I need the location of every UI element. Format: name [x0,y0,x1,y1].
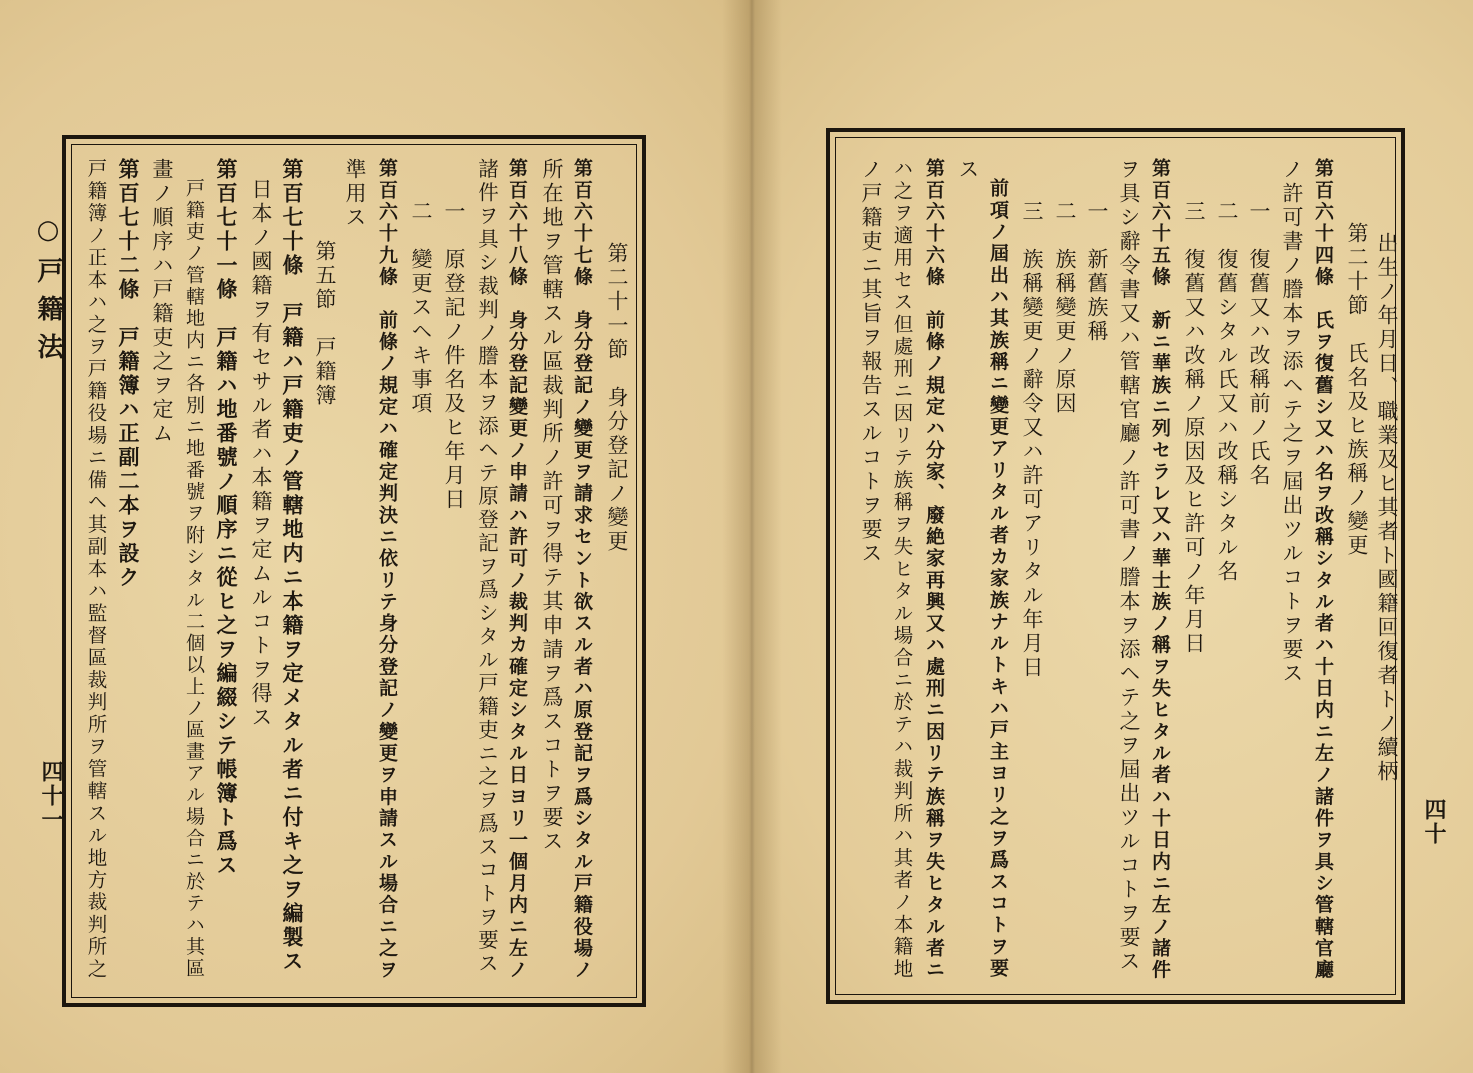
right-col-13: 前項ノ屆出ハ其族稱ニ變更アリタル者カ家族ナルトキハ戸主ヨリ之ヲ爲スコトヲ要 [987,178,1009,980]
running-title: ○戸籍法 [33,215,63,371]
right-col-10-item-1: 一 新舊族稱 [1085,200,1109,344]
left-col-11-article-170: 第百七十條 戸籍ハ戸籍吏ノ管轄地内ニ本籍ヲ定メタル者ニ付キ之ヲ編製ス [280,158,305,974]
right-col-5-item-1: 一 復舊又ハ改稱前ノ氏名 [1247,200,1271,488]
left-page-number: 四十一 [38,760,64,832]
left-col-2-article-167: 第百六十七條 身分登記ノ變更ヲ請求セント欲スル者ハ原登記ヲ爲シタル戸籍役場ノ [571,158,593,982]
right-col-1: 出生ノ年月日、職業及ヒ其者ト國籍回復者トノ續柄 [1375,232,1399,784]
left-col-15: 畫ノ順序ハ戸籍吏之ヲ定ム [150,158,174,446]
left-col-14: 戸籍吏ノ管轄地内ニ各別ニ地番號ヲ附シタル二個以上ノ區畫アル場合ニ於テハ其區 [183,178,205,980]
left-col-10-chapter-heading: 第五節 戸籍簿 [313,240,337,408]
right-col-16: ハ之ヲ適用セス但處刑ニ因リテ族稱ヲ失ヒタル場合ニ於テハ裁判所ハ其者ノ本籍地 [890,158,914,981]
left-col-4-article-168: 第百六十八條 身分登記變更ノ申請ハ許可ノ裁判カ確定シタル日ヨリ一個月内ニ左ノ [506,158,528,982]
right-col-15-article-166: 第百六十六條 前條ノ規定ハ分家、廢絶家再興又ハ處刑ニ因リテ族稱ヲ失ヒタル者ニ [923,158,945,982]
right-col-7-item-3: 三 復舊又ハ改稱ノ原因及ヒ許可ノ年月日 [1182,200,1206,656]
right-col-11-item-2: 二 族稱變更ノ原因 [1053,200,1077,416]
left-col-16-article-172: 第百七十二條 戸籍簿ハ正副二本ヲ設ク [116,158,141,590]
left-col-12: 日本ノ國籍ヲ有セサル者ハ本籍ヲ定ムルコトヲ得ス [249,178,273,730]
book-gutter [722,0,782,1073]
left-col-8-article-169: 第百六十九條 前條ノ規定ハ確定判決ニ依リテ身分登記ノ變更ヲ申請スル場合ニ之ヲ [376,158,398,982]
left-col-3: 所在地ヲ管轄スル區裁判所ノ許可ヲ得テ其申請ヲ爲スコトヲ要ス [540,158,564,854]
left-col-6-item-1: 一 原登記ノ件名及ヒ年月日 [442,200,466,512]
right-page-number: 四十 [1421,798,1447,846]
left-col-13-article-171: 第百七十一條 戸籍ハ地番號ノ順序ニ從ヒ之ヲ編綴シテ帳簿ト爲ス [214,158,239,878]
right-col-12-item-3: 三 族稱變更ノ辭令又ハ許可アリタル年月日 [1020,200,1044,680]
right-col-4: ノ許可書ノ謄本ヲ添ヘテ之ヲ屆出ツルコトヲ要ス [1280,158,1304,686]
left-col-7-item-2: 二 變更スヘキ事項 [409,200,433,416]
right-col-17: ノ戸籍吏ニ其旨ヲ報告スルコトヲ要ス [859,158,883,566]
right-col-14: ス [956,158,980,182]
right-col-8-article-165: 第百六十五條 新ニ華族ニ列セラレ又ハ華士族ノ稱ヲ失ヒタル者ハ十日内ニ左ノ諸件 [1149,158,1171,982]
right-col-3-article-164: 第百六十四條 氏ヲ復舊シ又ハ名ヲ改稱シタル者ハ十日内ニ左ノ諸件ヲ具シ管轄官廳 [1312,158,1334,982]
right-col-2-section-heading: 第二十節 氏名及ヒ族稱ノ變更 [1345,222,1369,558]
left-col-1-section-heading: 第二十一節 身分登記ノ變更 [605,242,629,554]
left-col-9: 準用ス [343,158,367,230]
right-col-9: ヲ具シ辭令書又ハ管轄官廳ノ許可書ノ謄本ヲ添ヘテ之ヲ屆出ツルコトヲ要ス [1117,158,1141,974]
left-col-5: 諸件ヲ具シ裁判ノ謄本ヲ添ヘテ原登記ヲ爲シタル戸籍吏ニ之ヲ爲スコトヲ要ス [474,158,499,976]
left-col-17: 戸籍簿ノ正本ハ之ヲ戸籍役場ニ備ヘ其副本ハ監督區裁判所ヲ管轄スル地方裁判所之 [84,158,108,981]
right-col-6-item-2: 二 復舊シタル氏又ハ改稱シタル名 [1215,200,1239,584]
